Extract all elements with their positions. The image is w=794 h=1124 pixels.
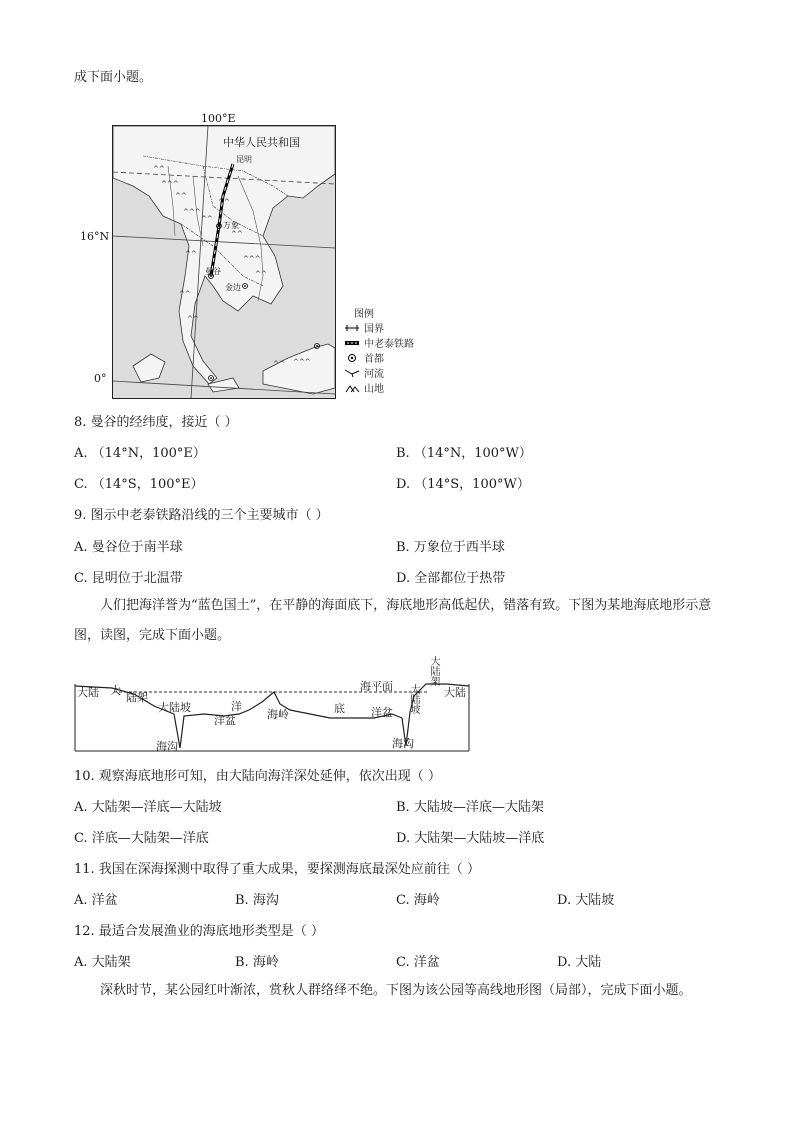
q11-stem: 11. 我国在深海探测中取得了重大成果，要探测海底最深处应前往（ ） <box>74 862 480 877</box>
map-lat16-label: 16°N <box>80 230 110 243</box>
q11-option-c: C. 海岭 <box>396 893 440 908</box>
profile-left-shelf-a: 大 <box>110 684 121 697</box>
profile-right-continent: 大陆 <box>444 686 466 699</box>
q8-stem: 8. 曼谷的经纬度，接近（ ） <box>74 415 238 430</box>
q9-option-b: B. 万象位于西半球 <box>396 540 505 555</box>
profile-left-basin-b: 洋盆 <box>214 714 236 727</box>
map-label-bangkok: 曼谷 <box>205 267 221 276</box>
q8-option-a: A. （14°N，100°E） <box>74 446 206 461</box>
border-line-icon <box>344 323 360 333</box>
q10-option-d: D. 大陆架—大陆坡—洋底 <box>396 831 545 846</box>
map-lat0-label: 0° <box>94 372 107 385</box>
q12-stem: 12. 最适合发展渔业的海底地形类型是（ ） <box>74 924 324 939</box>
q8-option-c: C. （14°S，100°E） <box>74 477 204 492</box>
q9-option-d: D. 全部都位于热带 <box>396 571 506 586</box>
legend-capital: 首都 <box>344 350 384 365</box>
svg-text:^^: ^^ <box>175 192 187 200</box>
map-label-china: 中华人民共和国 <box>223 136 300 149</box>
seafloor-profile-figure <box>74 656 470 752</box>
intro-fragment: 成下面小题。 <box>74 70 153 85</box>
profile-left-basin-a: 洋 <box>231 700 242 713</box>
railway-icon <box>344 338 360 348</box>
profile-floor: 底 <box>334 702 345 715</box>
legend-mountain: 山地 <box>344 380 384 395</box>
q8-option-b: B. （14°N，100°W） <box>396 446 532 461</box>
svg-text:^^^: ^^^ <box>183 208 201 216</box>
profile-right-shelf: 大陆架 <box>428 656 439 686</box>
svg-text:^^^: ^^^ <box>293 358 311 366</box>
map-longitude-label: 100°E <box>201 112 236 125</box>
legend-border: 国界 <box>344 320 384 335</box>
profile-right-basin: 洋盆 <box>371 706 393 719</box>
river-icon <box>344 368 360 378</box>
q9-option-c: C. 昆明位于北温带 <box>74 571 183 586</box>
mountain-icon <box>344 383 360 393</box>
q11-option-d: D. 大陆坡 <box>557 893 615 908</box>
q12-option-a: A. 大陆架 <box>74 955 131 970</box>
svg-text:^^: ^^ <box>273 360 285 368</box>
profile-trench-right: 海沟 <box>392 737 414 750</box>
profile-left-continent: 大陆 <box>77 686 99 699</box>
southeast-asia-map <box>112 125 336 399</box>
svg-text:^^^: ^^^ <box>243 255 261 263</box>
q10-option-c: C. 洋底—大陆架—洋底 <box>74 831 209 846</box>
q8-option-d: D. （14°S，100°W） <box>396 477 530 492</box>
profile-ridge: 海岭 <box>267 708 289 721</box>
q11-option-a: A. 洋盆 <box>74 893 118 908</box>
svg-text:^^: ^^ <box>187 315 199 323</box>
svg-text:^^^: ^^^ <box>161 180 179 188</box>
svg-text:^^: ^^ <box>255 270 267 278</box>
q10-option-b: B. 大陆坡—洋底—大陆架 <box>396 800 544 815</box>
q10-stem: 10. 观察海底地形可知，由大陆向海洋深处延伸，依次出现（ ） <box>74 769 441 784</box>
profile-trench-left: 海沟 <box>156 740 178 753</box>
profile-sea-level: 海平面 <box>360 680 393 693</box>
q9-option-a: A. 曼谷位于南半球 <box>74 540 183 555</box>
q10-option-a: A. 大陆架—洋底—大陆坡 <box>74 800 222 815</box>
q9-stem: 9. 图示中老泰铁路沿线的三个主要城市（ ） <box>74 508 329 523</box>
svg-text:^^: ^^ <box>201 215 213 223</box>
map-label-phnompenh: 金边 <box>225 283 241 292</box>
svg-text:^^: ^^ <box>179 290 191 298</box>
profile-left-slope: 大陆坡 <box>158 701 191 714</box>
passage-seafloor: 人们把海洋誉为“蓝色国土”，在平静的海面底下，海底地形高低起伏，错落有致。下图为某地海底地形示意图，读图，完成下面小题。 <box>74 598 712 643</box>
svg-text:^^: ^^ <box>231 230 243 238</box>
map-graphic <box>113 126 335 398</box>
svg-text:^^: ^^ <box>153 165 165 173</box>
capital-icon <box>344 353 360 363</box>
legend-title: 图例 <box>354 309 374 320</box>
profile-left-shelf-b: 陆架 <box>126 691 148 704</box>
legend-river: 河流 <box>344 365 384 380</box>
q11-option-b: B. 海沟 <box>235 893 279 908</box>
q12-option-b: B. 海岭 <box>235 955 279 970</box>
passage-park: 深秋时节，某公园红叶渐浓，赏秋人群络绎不绝。下图为该公园等高线地形图（局部），完成下面小题。 <box>100 983 692 998</box>
map-label-vientiane: 万象 <box>223 221 239 230</box>
profile-right-slope: 大陆坡 <box>408 684 419 714</box>
q12-option-c: C. 洋盆 <box>396 955 440 970</box>
map-label-kunming: 昆明 <box>236 155 252 164</box>
q12-option-d: D. 大陆 <box>557 955 602 970</box>
svg-text:^^: ^^ <box>218 198 230 206</box>
svg-text:^^: ^^ <box>185 250 197 258</box>
legend-railway: 中老泰铁路 <box>344 335 414 350</box>
